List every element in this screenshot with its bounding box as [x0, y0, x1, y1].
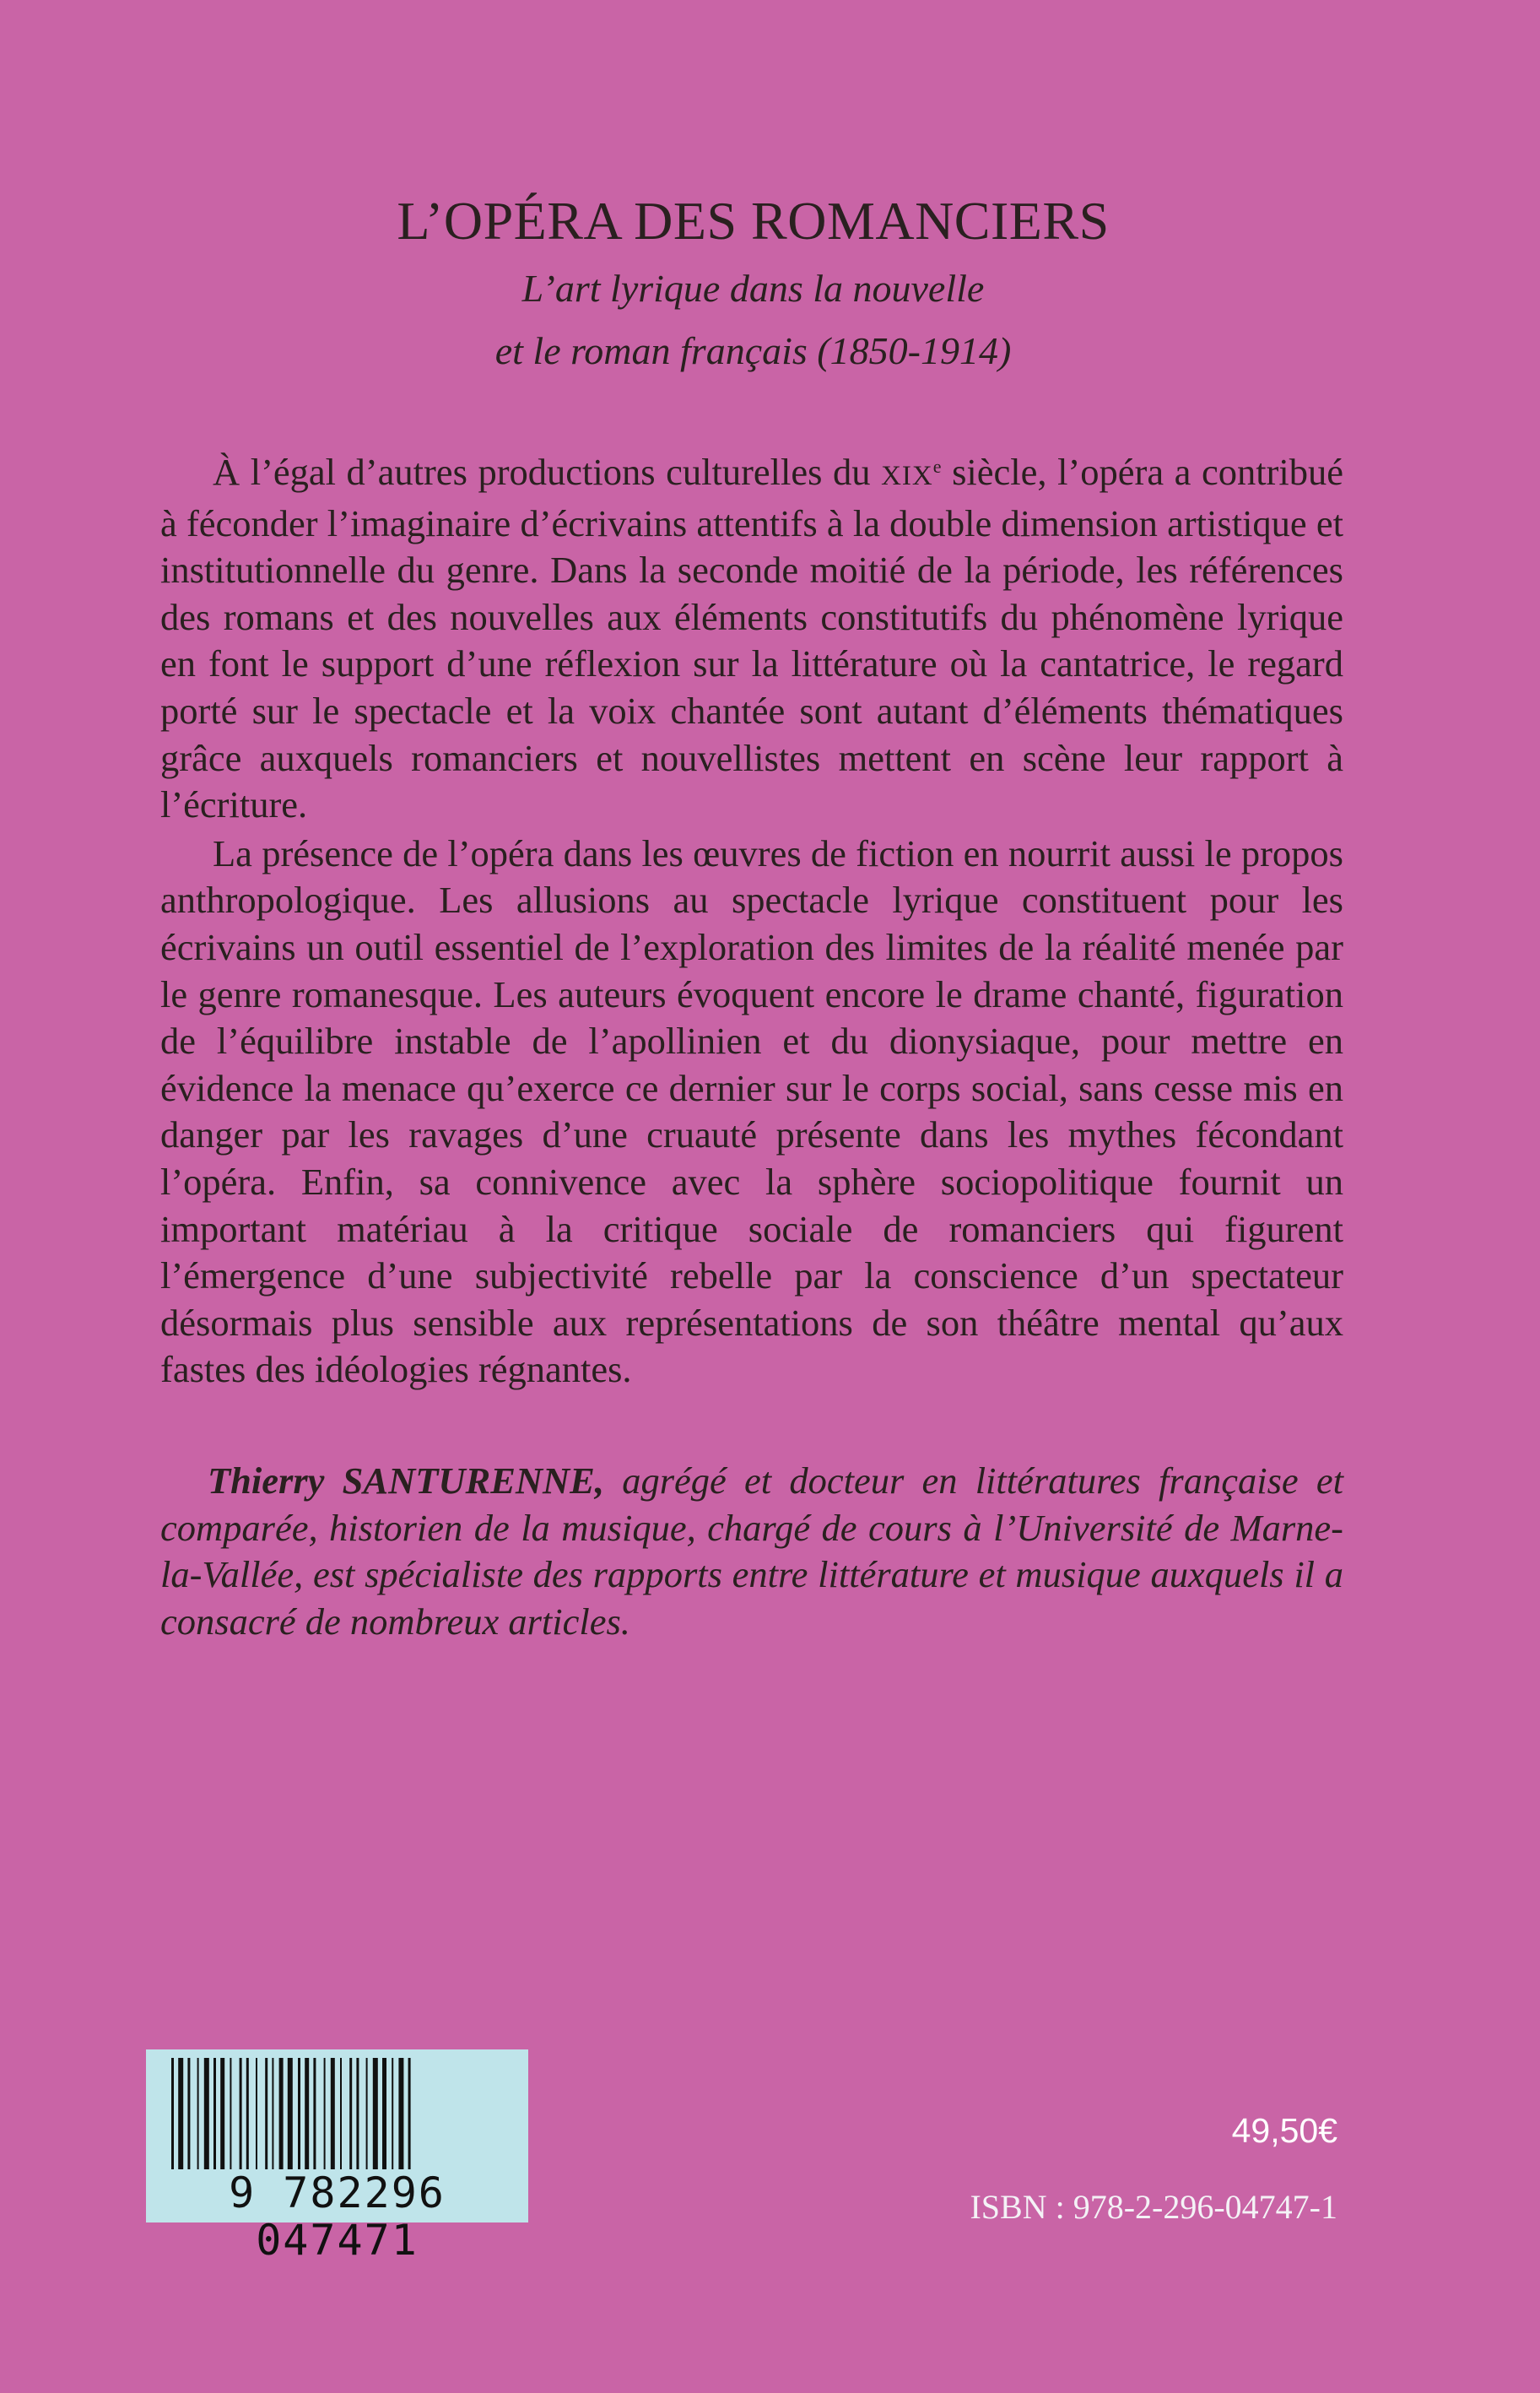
price: 49,50€ — [1231, 2111, 1337, 2150]
book-subtitle — [0, 257, 1506, 382]
barcode-bar — [408, 2058, 411, 2169]
barcode-bar — [230, 2058, 231, 2169]
barcode-bar — [392, 2058, 393, 2169]
barcode-bar — [331, 2058, 335, 2169]
century-suffix: e — [932, 456, 942, 477]
subtitle-line-2: et le roman français (1850-1914) — [494, 329, 1012, 372]
barcode-bar — [246, 2058, 249, 2169]
barcode-bar — [178, 2058, 183, 2169]
barcode-bar — [272, 2058, 273, 2169]
barcode-bar — [349, 2058, 352, 2169]
barcode-bar — [171, 2058, 174, 2169]
author-bio — [160, 1458, 1343, 1645]
barcode-bar — [256, 2058, 257, 2169]
barcode-bar — [382, 2058, 386, 2169]
barcode-bar — [265, 2058, 267, 2169]
barcode-bar — [187, 2058, 190, 2169]
barcode — [146, 2049, 528, 2265]
subtitle-line-1: L’art lyrique dans la nouvelle — [521, 267, 985, 310]
barcode-bar — [340, 2058, 342, 2169]
blurb-paragraph-1 — [160, 443, 1343, 829]
author-name: Thierry SANTURENNE, — [208, 1459, 604, 1502]
blurb-paragraph-2: La présence de l’opéra dans les œuvres de fiction en nourrit aussi le propos anthropologique. Les allusions au spectacle lyrique constituent pour les écrivains un outil essentiel de l’exploration des limites de la réalité menée par le genre romanesque. Les auteurs évoquent encore le drame chanté, figuration de l’équilibre instable de l’apollinien et du dionysiaque, pour mettre en évidence la menace qu’exerce ce dernier sur le corps social, sans cesse mis en danger par les ravages d’une cruauté présente dans les mythes fécondant l’opéra. Enfin, sa connivence avec la sphère sociopolitique fournit un important matériau à la critique sociale de romanciers qui figurent l’émergence d’une subjectivité rebelle par la conscience d’un spectateur désormais plus sensible aux représentations de son théâtre mental qu’aux fastes des idéologies régnantes. — [160, 831, 1343, 1391]
barcode-bar — [220, 2058, 224, 2169]
blurb-p1-rest: siècle, l’opéra a contribué à féconder l’imaginaire d’écrivains attentifs à la double dimension artistique et institutionnelle du genre. Dans la seconde moitié de la période, les références des romans et des nouvelles aux éléments constitutifs du phénomène lyrique en font le support d’une réflexion sur la littérature où la cantatrice, le regard porté sur le spectacle et la voix chantée sont autant d’éléments thématiques grâce auxquels romanciers et nouvellistes mettent en scène leur rapport à l’écriture. — [160, 451, 1343, 826]
barcode-bar — [356, 2058, 359, 2169]
barcode-digits: 9 782296 047471 — [229, 2168, 446, 2265]
isbn: ISBN : 978-2-296-04747-1 — [970, 2188, 1337, 2226]
century-numeral: XIX — [881, 461, 933, 491]
barcode-bar — [373, 2058, 378, 2169]
barcode-bar — [398, 2058, 403, 2169]
barcode-bar — [298, 2058, 300, 2169]
barcode-bar — [305, 2058, 309, 2169]
barcode-bar — [366, 2058, 368, 2169]
barcode-bar — [288, 2058, 293, 2169]
blurb — [160, 443, 1343, 1394]
barcode-bar — [213, 2058, 216, 2169]
barcode-bar — [197, 2058, 199, 2169]
book-title: L’OPÉRA DES ROMANCIERS — [397, 191, 1110, 251]
barcode-bar — [204, 2058, 209, 2169]
barcode-bar — [324, 2058, 326, 2169]
blurb-p1-start: À l’égal d’autres productions culturelles du — [213, 451, 882, 493]
barcode-bar — [279, 2058, 284, 2169]
barcode-bar — [240, 2058, 242, 2169]
barcode-bars — [171, 2058, 503, 2169]
barcode-bar — [313, 2058, 316, 2169]
author-description: agrégé et docteur en littératures française et comparée, historien de la musique, chargé de cours à l’Université de Marne-la-Vallée, est spécialiste des rapports entre littérature et musique auxquels il a consacré de nombreux articles. — [160, 1459, 1343, 1643]
